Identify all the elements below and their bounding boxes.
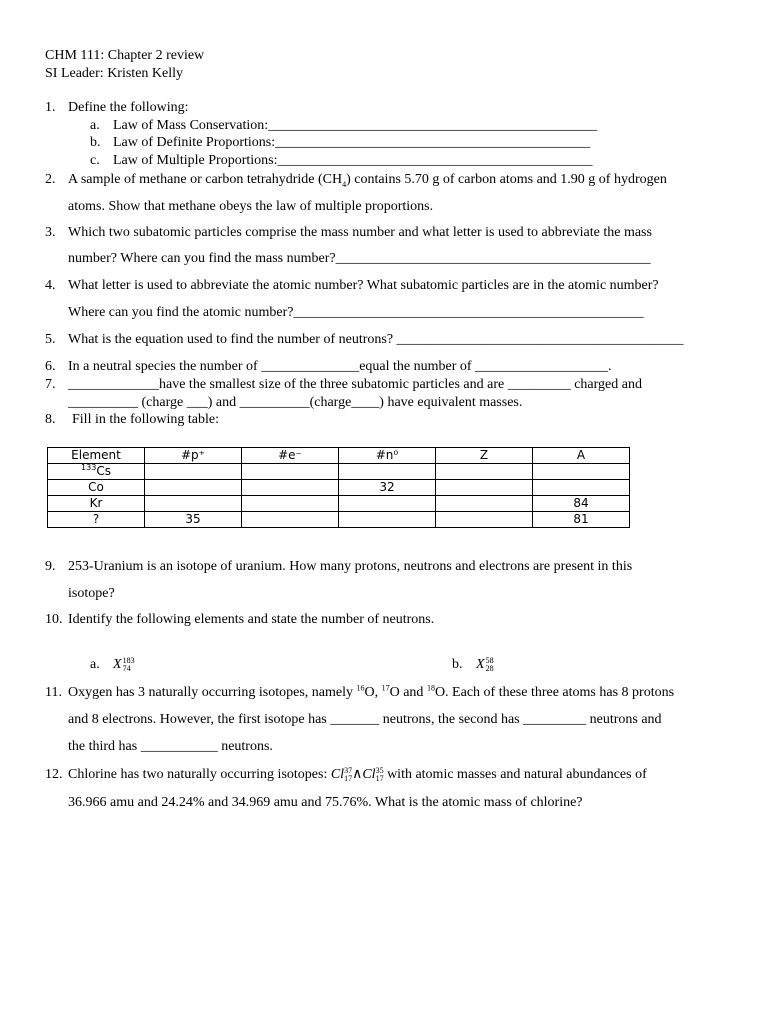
q9-line2: isotope? xyxy=(68,586,115,601)
table-row xyxy=(48,480,630,496)
q1a-text: Law of Mass Conservation:_______________________________________________ xyxy=(113,118,598,133)
chlorine-symbol: Cl xyxy=(330,767,345,782)
q2-text-b: ) contains 5.70 g of carbon atoms and 1.90 g of hydrogen xyxy=(346,172,667,187)
table-header-row xyxy=(48,448,630,464)
q12-line2: 36.966 amu and 24.24% and 34.969 amu and 75.76%. What is the atomic mass of chlorine? xyxy=(68,795,583,810)
table-cell: 32 xyxy=(339,480,436,496)
q10-text: Identify the following elements and state the number of neutrons. xyxy=(68,612,435,627)
table-cell xyxy=(242,512,339,528)
q12-text-a: Chlorine has two naturally occurring isotopes: xyxy=(68,767,331,782)
course-title: CHM 111: Chapter 2 review xyxy=(45,48,205,63)
col-header-a: A xyxy=(533,448,630,464)
q12-text-b: with atomic masses and natural abundances of xyxy=(383,767,647,782)
wedge-symbol: ∧ xyxy=(352,767,363,782)
q1b-text: Law of Definite Proportions:_____________________________________________ xyxy=(113,135,591,150)
mass-number: 35 xyxy=(375,765,384,775)
table-cell: 81 xyxy=(533,512,630,528)
q2-line2: atoms. Show that methane obeys the law of multiple proportions. xyxy=(68,199,434,214)
table-cell xyxy=(242,496,339,512)
isotope-indices xyxy=(344,767,352,783)
atomic-number: 17 xyxy=(344,773,353,783)
q11-line3: the third has ___________ neutrons. xyxy=(68,739,273,754)
q3-number: 3. xyxy=(45,225,56,240)
q11-text-d: O. Each of these three atoms has 8 protons xyxy=(434,685,675,700)
table-cell xyxy=(533,464,630,480)
table-cell xyxy=(339,496,436,512)
table-cell xyxy=(242,480,339,496)
q5-number: 5. xyxy=(45,332,56,347)
table-cell xyxy=(242,464,339,480)
element-symbol: Cs xyxy=(96,464,111,478)
q11-line1 xyxy=(68,684,674,701)
q11-text-a: Oxygen has 3 naturally occurring isotopes, namely xyxy=(68,685,357,700)
atomic-number: 17 xyxy=(375,773,384,783)
q10b-isotope xyxy=(476,656,494,673)
table-cell xyxy=(436,512,533,528)
q9-number: 9. xyxy=(45,559,56,574)
q11-line2: and 8 electrons. However, the first isotope has _______ neutrons, the second has _________ neutrons and xyxy=(68,712,662,727)
table-cell-element xyxy=(48,464,145,480)
table-cell: 35 xyxy=(145,512,242,528)
isotope-symbol: X xyxy=(476,657,485,672)
isotope-symbol: X xyxy=(113,657,122,672)
q1-number: 1. xyxy=(45,100,56,115)
table-cell xyxy=(145,480,242,496)
col-header-neutrons: #n⁰ xyxy=(339,448,436,464)
q1a-marker: a. xyxy=(90,118,100,133)
q4-line2: Where can you find the atomic number?__________________________________________________ xyxy=(68,305,644,320)
mass-number: 37 xyxy=(344,765,353,775)
col-header-electrons: #e⁻ xyxy=(242,448,339,464)
isotope-indices xyxy=(376,767,384,783)
si-leader: SI Leader: Kristen Kelly xyxy=(45,66,184,81)
q3-line2: number? Where can you find the mass number?_____________________________________________ xyxy=(68,251,651,266)
q2-line1 xyxy=(68,171,667,188)
q2-subscript: 4 xyxy=(342,179,347,189)
table-cell xyxy=(145,496,242,512)
q10-number: 10. xyxy=(45,612,63,627)
table-row xyxy=(48,512,630,528)
q8-number: 8. xyxy=(45,412,56,427)
table-cell xyxy=(436,496,533,512)
q10a-marker: a. xyxy=(90,657,100,672)
q7-number: 7. xyxy=(45,377,56,392)
q6-number: 6. xyxy=(45,359,56,374)
q11-number: 11. xyxy=(45,685,62,700)
q4-line1: What letter is used to abbreviate the atomic number? What subatomic particles are in the atomic number? xyxy=(68,278,659,293)
q1b-marker: b. xyxy=(90,135,101,150)
atomic-number: 28 xyxy=(485,663,494,673)
q12-line1 xyxy=(68,766,647,783)
col-header-element: Element xyxy=(48,448,145,464)
q10a-isotope xyxy=(113,656,135,673)
col-header-protons: #p⁺ xyxy=(145,448,242,464)
q12-number: 12. xyxy=(45,767,63,782)
q5-text: What is the equation used to find the number of neutrons? _________________________________________ xyxy=(68,332,684,347)
q9-line1: 253-Uranium is an isotope of uranium. How many protons, neutrons and electrons are present in this xyxy=(68,559,633,574)
q1c-marker: c. xyxy=(90,153,100,168)
table-row xyxy=(48,464,630,480)
mass-number: 183 xyxy=(122,655,135,665)
atomic-number: 74 xyxy=(122,663,131,673)
q11-text-c: O and xyxy=(389,685,427,700)
table-cell xyxy=(145,464,242,480)
mass-number: 58 xyxy=(485,655,494,665)
q7-line1: _____________have the smallest size of the three subatomic particles and are _________ charged and xyxy=(68,377,642,392)
q10b-marker: b. xyxy=(452,657,463,672)
col-header-z: Z xyxy=(436,448,533,464)
table-row xyxy=(48,496,630,512)
isotope-indices xyxy=(123,657,135,673)
q1c-text: Law of Multiple Proportions:_____________________________________________ xyxy=(113,153,593,168)
table-cell xyxy=(436,480,533,496)
isotope-superscript: 18 xyxy=(426,683,435,693)
table-cell-element: Kr xyxy=(48,496,145,512)
q1-text: Define the following: xyxy=(68,100,189,115)
isotope-indices xyxy=(486,657,494,673)
q2-text-a: A sample of methane or carbon tetrahydride (CH xyxy=(68,172,343,187)
table-cell xyxy=(436,464,533,480)
q11-text-b: O, xyxy=(364,685,382,700)
q6-text: In a neutral species the number of ______________equal the number of ___________________. xyxy=(68,359,612,374)
q2-number: 2. xyxy=(45,172,56,187)
mass-number-superscript: 133 xyxy=(81,463,97,472)
isotope-superscript: 16 xyxy=(356,683,365,693)
q8-text: Fill in the following table: xyxy=(72,412,219,427)
q3-line1: Which two subatomic particles comprise the mass number and what letter is used to abbreviate the mass xyxy=(68,225,652,240)
table-cell-element: Co xyxy=(48,480,145,496)
table-cell xyxy=(339,464,436,480)
isotope-superscript: 17 xyxy=(381,683,390,693)
q7-line2: __________ (charge ___) and __________(charge____) have equivalent masses. xyxy=(68,395,523,410)
chlorine-symbol: Cl xyxy=(362,767,376,782)
table-cell: 84 xyxy=(533,496,630,512)
table-cell xyxy=(533,480,630,496)
table-cell-element: ? xyxy=(48,512,145,528)
table-cell xyxy=(339,512,436,528)
q4-number: 4. xyxy=(45,278,56,293)
element-table xyxy=(47,447,630,528)
